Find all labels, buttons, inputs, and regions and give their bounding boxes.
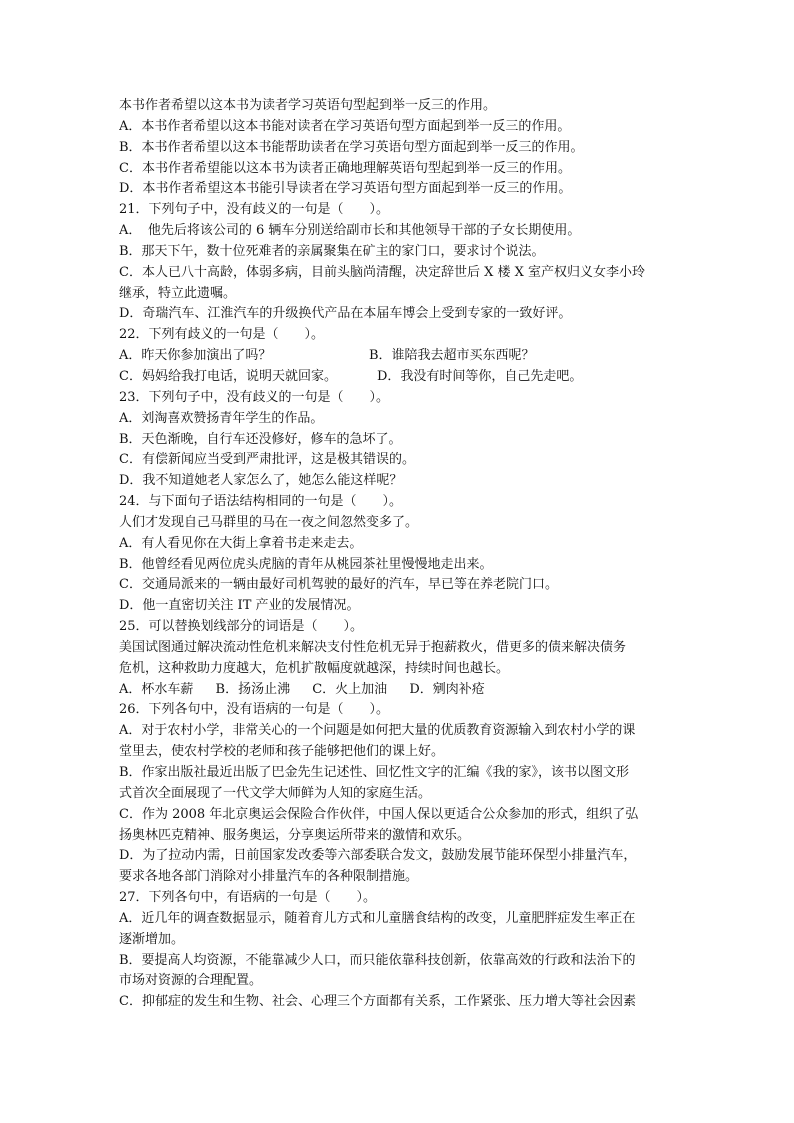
text-line: 人们才发现自己马群里的马在一夜之间忽然变多了。 bbox=[119, 514, 419, 530]
q25-options-row bbox=[119, 680, 675, 701]
option-line: A．本书作者希望以这本书能对读者在学习英语句型方面起到举一反三的作用。 bbox=[119, 118, 571, 134]
q25-option-a: A．杯水车薪 bbox=[119, 681, 194, 697]
question-26: 26．下列各句中，没有语病的一句是（ ）。 bbox=[119, 702, 390, 718]
q22-option-d: D．我没有时间等你，自己先走吧。 bbox=[377, 368, 583, 384]
option-line: D．为了拉动内需，日前国家发改委等六部委联合发文，鼓励发展节能环保型小排量汽车， bbox=[119, 848, 637, 864]
option-line-cont: 逐渐增加。 bbox=[119, 931, 185, 947]
option-line: C．本人已八十高龄，体弱多病，目前头脑尚清醒，决定辞世后 X 楼 X 室产权归义女李小玲 bbox=[119, 264, 645, 280]
question-24: 24．与下面句子语法结构相同的一句是（ ）。 bbox=[119, 494, 403, 510]
option-line: D．本书作者希望这本书能引导读者在学习英语句型方面起到举一反三的作用。 bbox=[119, 181, 572, 197]
option-line: A．刘淘喜欢赞扬青年学生的作品。 bbox=[119, 410, 324, 426]
q22-options-row-2 bbox=[119, 367, 675, 388]
option-line-cont: 堂里去，使农村学校的老师和孩子能够把他们的课上好。 bbox=[119, 744, 445, 760]
document-body bbox=[119, 96, 675, 1013]
option-line: B．作家出版社最近出版了巴金先生记述性、回忆性文字的汇编《我的家》，该书以图文形 bbox=[119, 765, 630, 780]
option-line-cont: 式首次全面展现了一代文学大师鲜为人知的家庭生活。 bbox=[119, 785, 432, 801]
option-line: C．抑郁症的发生和生物、社会、心理三个方面都有关系，工作紧张、压力增大等社会因素 bbox=[119, 994, 636, 1010]
option-line: C．有偿新闻应当受到严肃批评，这是极其错误的。 bbox=[119, 452, 415, 468]
option-line: B．他曾经看见两位虎头虎脑的青年从桃园茶社里慢慢地走出来。 bbox=[119, 556, 493, 572]
option-line-cont: 要求各地各部门消除对小排量汽车的各种限制措施。 bbox=[119, 869, 419, 885]
option-line-cont: 市场对资源的合理配置。 bbox=[119, 973, 263, 989]
option-line: C．交通局派来的一辆由最好司机驾驶的最好的汽车，早已等在养老院门口。 bbox=[119, 577, 558, 593]
option-line: A．近几年的调查数据显示，随着育儿方式和儿童膳食结构的改变，儿童肥胖症发生率正在 bbox=[119, 910, 636, 926]
text-line: 本书作者希望以这本书为读者学习英语句型起到举一反三的作用。 bbox=[119, 98, 497, 113]
option-line: D．他一直密切关注 IT 产业的发展情况。 bbox=[119, 598, 360, 614]
q25-option-d: D．剜肉补疮 bbox=[409, 681, 485, 697]
option-line-cont: 继承，特立此遗嘱。 bbox=[119, 285, 237, 301]
option-line: B．天色渐晚，自行车还没修好，修车的急坏了。 bbox=[119, 431, 402, 447]
q22-option-b: B．谁陪我去超市买东西呢？ bbox=[369, 348, 535, 364]
question-23: 23．下列句子中，没有歧义的一句是（ ）。 bbox=[119, 389, 390, 405]
q22-options-row-1 bbox=[119, 346, 675, 367]
option-line: B．那天下午，数十位死难者的亲属聚集在矿主的家门口，要求讨个说法。 bbox=[119, 243, 545, 259]
question-22: 22．下列有歧义的一句是（ ）。 bbox=[119, 327, 325, 343]
text-line: 美国试图通过解决流动性危机来解决支付性危机无异于抱薪救火，借更多的债来解决债务 bbox=[119, 639, 627, 655]
question-25: 25．可以替换划线部分的词语是（ ）。 bbox=[119, 619, 364, 635]
q22-option-c: C．妈妈给我打电话，说明天就回家。 bbox=[119, 368, 337, 384]
option-line: C．作为 2008 年北京奥运会保险合作伙伴，中国人保以更适合公众参加的形式，组织了弘 bbox=[119, 806, 639, 822]
question-27: 27．下列各句中，有语病的一句是（ ）。 bbox=[119, 890, 377, 906]
option-line: A．有人看见你在大街上拿着书走来走去。 bbox=[119, 535, 363, 551]
question-21: 21．下列句子中，没有歧义的一句是（ ）。 bbox=[119, 202, 390, 218]
option-line: C．本书作者希望能以这本书为读者正确地理解英语句型起到举一反三的作用。 bbox=[119, 160, 571, 176]
option-line: D．奇瑞汽车、江淮汽车的升级换代产品在本届车博会上受到专家的一致好评。 bbox=[119, 306, 572, 322]
q25-option-b: B．扬汤止沸 bbox=[215, 681, 291, 697]
option-line: A． 他先后将该公司的 6 辆车分别送给副市长和其他领导干部的子女长期使用。 bbox=[119, 223, 581, 239]
option-line: D．我不知道她老人家怎么了，她怎么能这样呢？ bbox=[119, 473, 403, 489]
q22-option-a: A．昨天你参加演出了吗？ bbox=[119, 348, 272, 364]
text-line: 危机，这种救助力度越大，危机扩散幅度就越深，持续时间也越长。 bbox=[119, 660, 510, 676]
option-line: B．要提高人均资源，不能靠减少人口，而只能依靠科技创新，依靠高效的行政和法治下的 bbox=[119, 952, 636, 968]
option-line: B．本书作者希望以这本书能帮助读者在学习英语句型方面起到举一反三的作用。 bbox=[119, 139, 584, 155]
option-line-cont: 扬奥林匹克精神、服务奥运，分享奥运所带来的激情和欢乐。 bbox=[119, 827, 471, 843]
q25-option-c: C．火上加油 bbox=[312, 681, 388, 697]
option-line: A．对于农村小学，非常关心的一个问题是如何把大量的优质教育资源输入到农村小学的课 bbox=[119, 723, 636, 739]
